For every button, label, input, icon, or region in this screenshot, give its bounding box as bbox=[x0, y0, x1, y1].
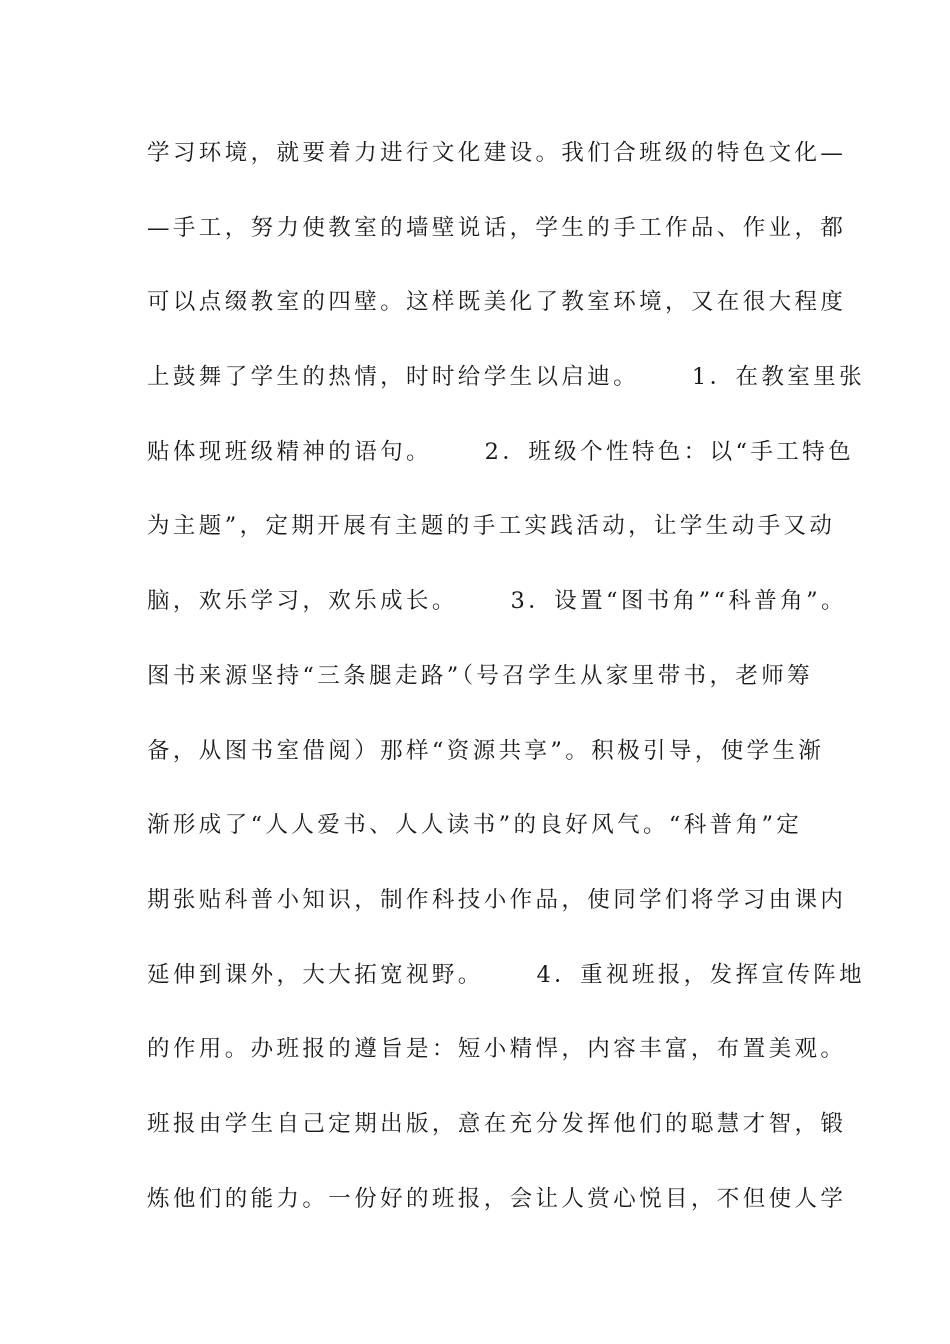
text-line: 为主题”，定期开展有主题的手工实践活动，让学生动手又动 bbox=[147, 513, 836, 540]
body-text bbox=[147, 133, 865, 1253]
text-line: 脑，欢乐学习，欢乐成长。 3．设置“图书角”“科普角”。 bbox=[147, 588, 847, 615]
text-line: 备，从图书室借阅）那样“资源共享”。积极引导，使学生渐 bbox=[147, 737, 825, 764]
text-line: 学习环境，就要着力进行文化建设。我们合班级的特色文化— bbox=[147, 140, 847, 166]
text-line: 渐形成了“人人爱书、人人读书”的良好风气。“科普角”定 bbox=[147, 812, 803, 839]
text-line: 炼他们的能力。一份好的班报，会让人赏心悦目，不但使人学 bbox=[147, 1185, 847, 1212]
text-line: 的作用。办班报的遵旨是：短小精悍，内容丰富，布置美观。 bbox=[147, 1036, 847, 1063]
text-line: 可以点缀教室的四壁。这样既美化了教室环境，又在很大程度 bbox=[147, 289, 847, 316]
text-line: 贴体现班级精神的语句。 2．班级个性特色：以“手工特色 bbox=[147, 438, 854, 465]
text-line: 上鼓舞了学生的热情，时时给学生以启迪。 1．在教室里张 bbox=[147, 364, 865, 391]
text-line: 延伸到课外，大大拓宽视野。 4．重视班报，发挥宣传阵地 bbox=[147, 961, 865, 988]
text-line: 期张贴科普小知识，制作科技小作品，使同学们将学习由课内 bbox=[147, 886, 847, 913]
text-line: 图书来源坚持“三条腿走路”（号召学生从家里带书，老师筹 bbox=[147, 662, 814, 689]
text-line: 班报由学生自己定期出版，意在充分发挥他们的聪慧才智，锻 bbox=[147, 1110, 847, 1137]
text-line: —手工，努力使教室的墙壁说话，学生的手工作品、作业，都 bbox=[147, 214, 847, 241]
